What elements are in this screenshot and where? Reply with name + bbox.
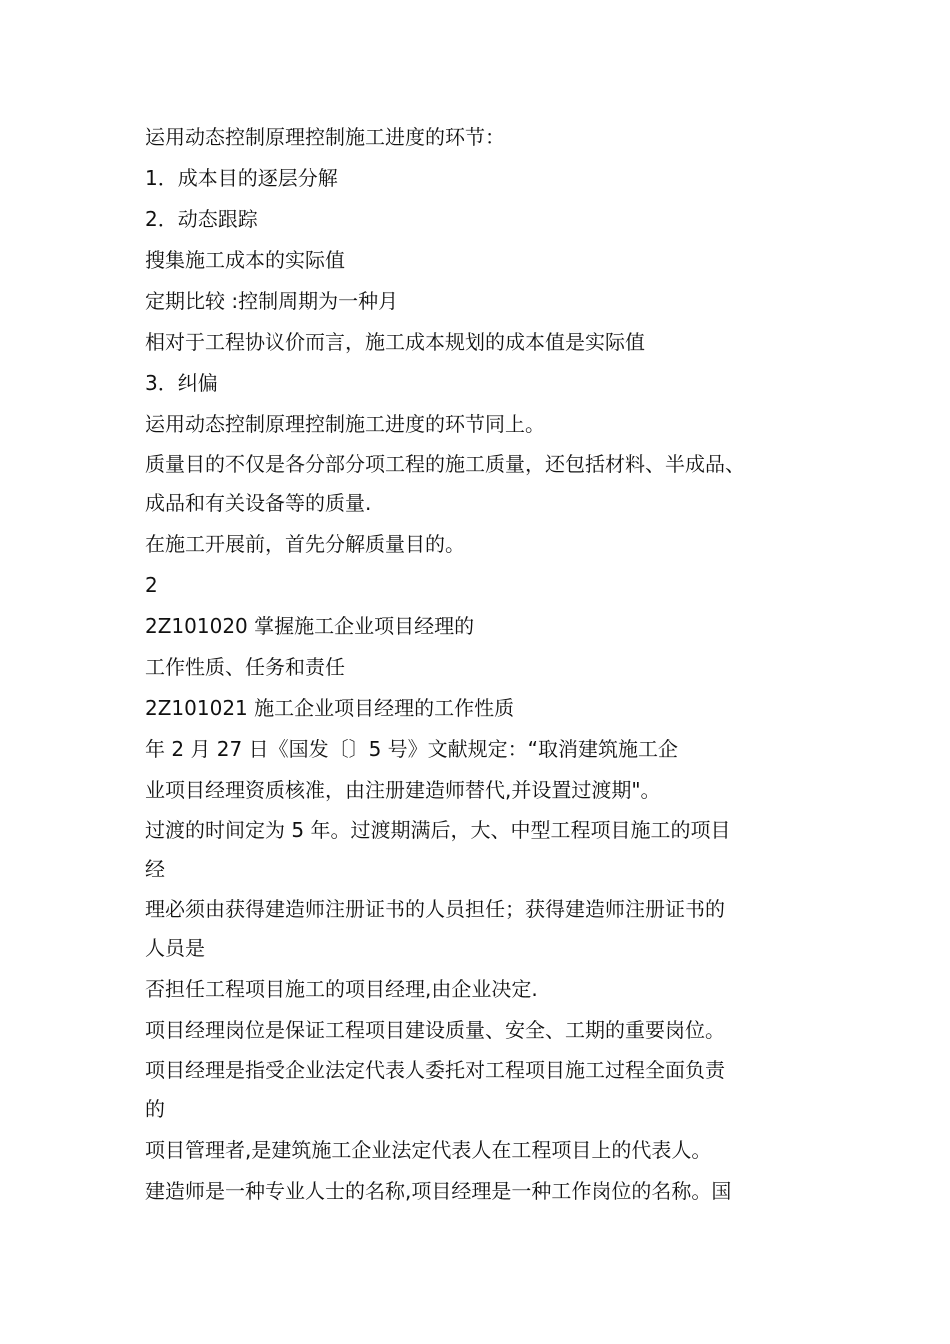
text-line: 质量目的不仅是各分部分项工程的施工质量，还包括材料、半成品、	[145, 452, 745, 476]
text-line: 经	[145, 857, 165, 881]
section-heading: 2Z101020 掌握施工企业项目经理的	[145, 614, 475, 638]
text-line: 项目经理是指受企业法定代表人委托对工程项目施工过程全面负责	[145, 1058, 725, 1082]
text-line: 在施工开展前，首先分解质量目的。	[145, 532, 465, 556]
text-line: 搜集施工成本的实际值	[145, 248, 345, 272]
text-line: 人员是	[145, 936, 205, 960]
text-line: 过渡的时间定为 5 年。过渡期满后，大、中型工程项目施工的项目	[145, 818, 731, 842]
section-heading: 工作性质、任务和责任	[145, 655, 345, 679]
text-line: 业项目经理资质核准，由注册建造师替代,并设置过渡期"。	[145, 778, 661, 802]
page-number: 2	[145, 573, 158, 597]
text-line: 2．动态跟踪	[145, 207, 258, 231]
text-line: 定期比较 :控制周期为一种月	[145, 289, 399, 313]
text-line: 建造师是一种专业人士的名称,项目经理是一种工作岗位的名称。国	[145, 1179, 732, 1203]
text-line: 项目管理者,是建筑施工企业法定代表人在工程项目上的代表人。	[145, 1138, 712, 1162]
section-heading: 2Z101021 施工企业项目经理的工作性质	[145, 696, 515, 720]
text-line: 1．成本目的逐层分解	[145, 166, 338, 190]
text-line: 项目经理岗位是保证工程项目建设质量、安全、工期的重要岗位。	[145, 1018, 725, 1042]
text-line: 成品和有关设备等的质量.	[145, 491, 372, 515]
text-line: 的	[145, 1097, 165, 1121]
text-line: 运用动态控制原理控制施工进度的环节：	[145, 125, 505, 149]
text-line: 3．纠偏	[145, 371, 218, 395]
text-line: 年 2 月 27 日《国发〔〕5 号》文献规定：“取消建筑施工企	[145, 737, 679, 761]
text-line: 相对于工程协议价而言，施工成本规划的成本值是实际值	[145, 330, 645, 354]
document-body	[145, 117, 825, 1212]
text-line: 否担任工程项目施工的项目经理,由企业决定.	[145, 977, 538, 1001]
text-line: 运用动态控制原理控制施工进度的环节同上。	[145, 412, 545, 436]
text-line: 理必须由获得建造师注册证书的人员担任；获得建造师注册证书的	[145, 897, 725, 921]
